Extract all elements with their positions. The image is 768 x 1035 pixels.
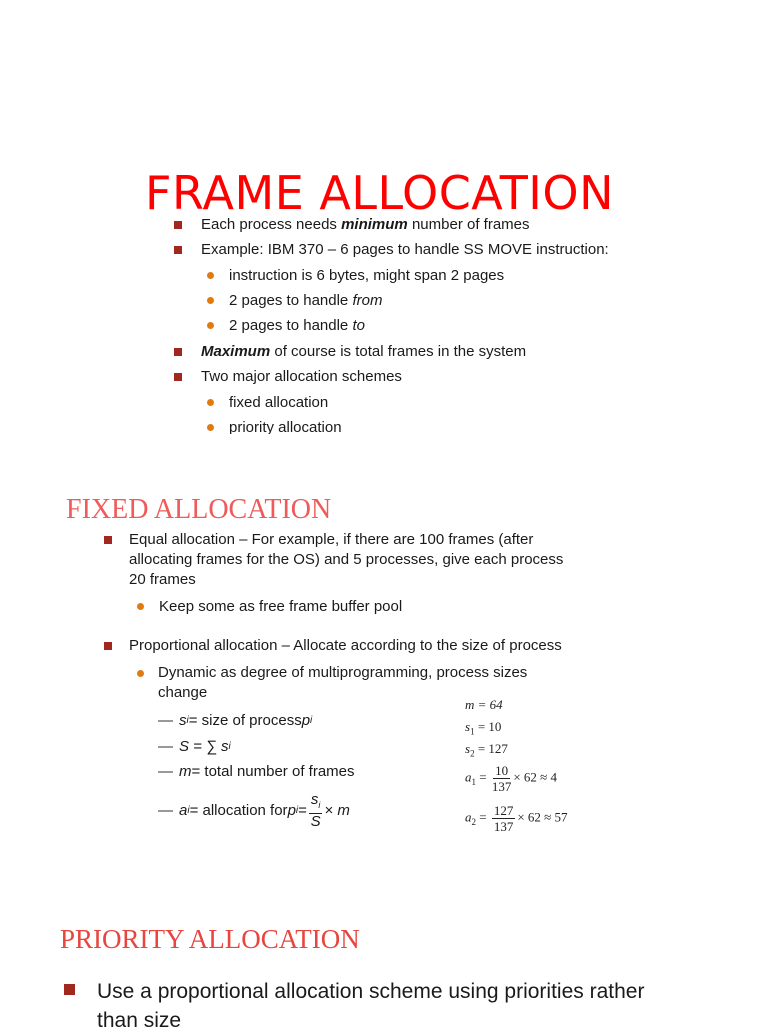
bullet-example-ibm (174, 241, 609, 258)
dynamic-line-1: Dynamic as degree of multiprogramming, process sizes (158, 664, 528, 681)
def-S: — S = ∑ s i (158, 738, 231, 755)
equal-allocation-text (129, 530, 563, 590)
square-bullet-icon (64, 984, 97, 995)
slide-title-priority-allocation: PRIORITY ALLOCATION (60, 924, 360, 954)
sub-bullet-instruction-bytes (207, 267, 504, 284)
square-bullet-icon (104, 536, 131, 544)
clipped-bullet-container (200, 418, 420, 434)
slide-title-frame-allocation: FRAME ALLOCATION (145, 166, 614, 220)
round-bullet-icon (137, 603, 144, 610)
bullet-two-schemes (174, 368, 402, 385)
sub-bullet-text: Keep some as free frame buffer pool (159, 598, 403, 615)
bullet-minimum-frames (174, 216, 530, 233)
square-bullet-icon (174, 348, 182, 356)
square-bullet-icon (174, 373, 182, 381)
sub-bullet-text: fixed allocation (229, 394, 329, 411)
example-s1: $s_1 = 10$ (465, 719, 502, 737)
example-a2: $a_2$ = $\frac{127}{137}$ × 62 ≈ 57 (465, 803, 568, 834)
def-ai: — a i = allocation for p i = $\frac{s_i}{S}$ × m (158, 791, 350, 830)
bullet-maximum-frames (174, 343, 526, 360)
equal-line-2: allocating frames for the OS) and 5 processes, give each process (129, 551, 564, 568)
sub-bullet-text: instruction is 6 bytes, might span 2 pages (229, 267, 505, 284)
bullet-text: Example: IBM 370 – 6 pages to handle SS MOVE instruction: (201, 241, 609, 258)
square-bullet-icon (174, 246, 182, 254)
priority-line-2: than size (97, 1009, 182, 1032)
bullet-proportional-allocation (104, 637, 562, 654)
bullet-text: Two major allocation schemes (201, 368, 402, 385)
bullet-text: Each process needs minimum number of frames (201, 216, 530, 233)
sub-bullet-handle-to (207, 317, 365, 334)
equal-line-3: 20 frames (129, 571, 196, 588)
round-bullet-icon (207, 399, 214, 406)
round-bullet-icon (137, 670, 159, 677)
round-bullet-icon (207, 297, 214, 304)
sub-bullet-text: priority allocation (229, 419, 342, 434)
priority-bullet-text (97, 977, 644, 1035)
sub-bullet-handle-from (207, 292, 382, 309)
sub-bullet-fixed-allocation (207, 394, 328, 411)
example-a1: $a_1$ = $\frac{10}{137}$ × 62 ≈ 4 (465, 763, 558, 794)
square-bullet-icon (104, 642, 112, 650)
round-bullet-icon (207, 272, 214, 279)
priority-line-1: Use a proportional allocation scheme using priorities rather (97, 980, 645, 1003)
round-bullet-icon (207, 424, 214, 431)
slide-title-fixed-allocation: FIXED ALLOCATION (66, 494, 332, 525)
sub-bullet-text: 2 pages to handle to (229, 317, 365, 334)
equal-line-1: Equal allocation – For example, if there are 100 frames (after (129, 531, 534, 548)
si-over-S-fraction: $\frac{s_i}{S}$ (310, 791, 321, 830)
example-m: m = 64 (465, 697, 503, 712)
bullet-text: Maximum of course is total frames in the system (201, 343, 527, 360)
bullet-text: Proportional allocation – Allocate according to the size of process (129, 637, 562, 654)
round-bullet-icon (207, 322, 214, 329)
square-bullet-icon (174, 221, 182, 229)
sub-bullet-priority-allocation (207, 419, 342, 434)
def-si: — s i = size of process p i (158, 712, 313, 729)
sub-bullet-free-frame-pool (137, 598, 402, 615)
def-m: — m = total number of frames (158, 763, 355, 780)
sub-bullet-text: 2 pages to handle from (229, 292, 383, 309)
example-s2: $s_2 = 127$ (465, 741, 508, 759)
dynamic-line-2: change (158, 684, 208, 701)
